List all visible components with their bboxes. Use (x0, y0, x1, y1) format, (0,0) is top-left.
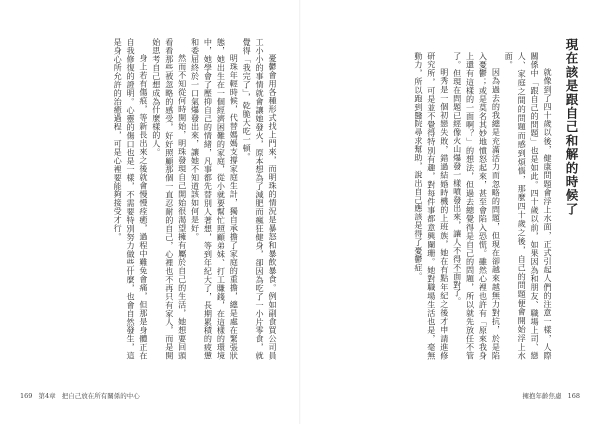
left-page-footer (20, 391, 140, 400)
section-heading: 現在該是跟自己和解的時候了 (564, 38, 579, 217)
left-paragraph-4: 身上若有傷痕，等新長出來之後就會慢慢痊癒，過程中難免會痛，但那是身體正在自我修復的證明。心靈的傷口也是一樣，不需要特別努力做些什麼，也會自然發生，這是身心所允許的治癒過程，可是心裡要能夠接受才行。 (113, 38, 149, 360)
left-paragraph-2: 明珠年輕時候，代替媽媽支撐家庭生計，獨自承擔了家庭的重擔，總是處在緊張狀態，她出生在一個經濟困難的家庭，從小就要幫忙照顧弟妹、打工賺錢，在這樣的環境中，她學會了壓抑自己的情緒，凡事都先替別人著想，等到年紀大了，長期累積的疲憊和委屈終於一口氣爆發出來，讓她不知道該如何是好。 (190, 38, 240, 360)
left-paragraph-1: 憂鬱會用各種形式找上門來，而明珠的情況是暴怒和暴飲暴食。例如副食買公司員工小小的事情就會讓她發火，原本想為了減肥而瘋狂健身，卻因為吃了一小片零食，就覺得「我完了」，乾脆大吃一頓。 (242, 38, 278, 360)
right-page (300, 0, 600, 424)
right-page-number: 168 (567, 392, 580, 400)
left-page-body (33, 38, 279, 360)
left-paragraph-3: 然而不知從何時開始，明珠發現自己開始很渴望擁有屬於自己的生活，她想要回頭看看那些被忽略的感受，好好照顧那個一直忍耐的自己，心裡也不再只有家人，而是開始思考自己想成為什麼樣的人。 (151, 38, 188, 360)
right-paragraph-3: 明秀是一個初戀失敗，錯過結婚時機的上班族，她在有點年紀之後才申請進修研究所，可是並不覺得特別有趣，對每件事都意興闌珊。她對職場生活也是，毫無動力，所以跑到醫院尋求幫助，說出自己應該是得了憂鬱症。 (413, 52, 450, 360)
right-page-body (376, 52, 554, 360)
right-paragraph-2: 因為過去的我總是充滿活力而忽略的問題，但現在卻越來越無力對抗，於是陷入憂鬱；或是莫名其妙地憤怒起來，甚至會陷入恐慌。雖然心裡也許有「原來我身上還有這樣的一面啊？」的想法，但過去總覺得是自己的問題，所以就先放任不管了。但現在問題已經像火山爆發一樣噴發出來，讓人不得不面對了。 (452, 52, 502, 360)
right-page-footer (519, 391, 581, 400)
left-page-number: 169 (20, 392, 33, 400)
chapter-label: 第4章 (38, 392, 56, 400)
chapter-title: 把自己放在所有關係的中心 (61, 392, 140, 400)
running-title: 擁抱年齡焦慮 (522, 392, 562, 400)
right-paragraph-1: 就像到了四十歲以後，健康問題會浮上水面，正式引起人們的注意一樣，人際關係中「跟自己的問題」也是如此。四十歲以前，如果因為和朋友、職場上司、戀人、家庭之間的問題而感到煩惱，那麼四十歲之後，自己的問題便會開始浮上水面。 (504, 52, 553, 360)
